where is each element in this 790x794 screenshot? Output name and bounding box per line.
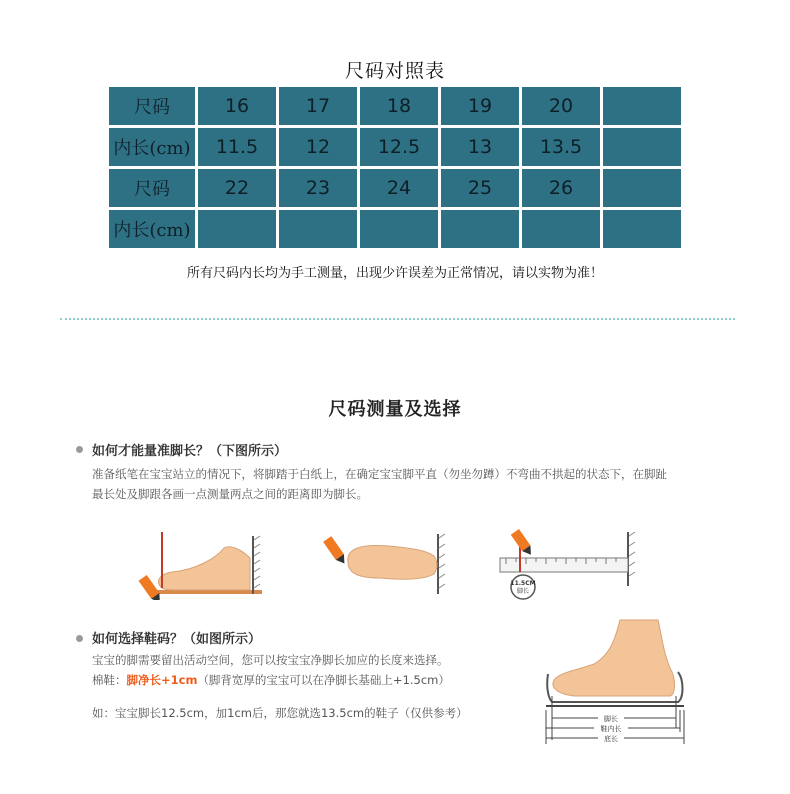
table-cell: 22 xyxy=(198,169,276,207)
table-row xyxy=(109,87,681,125)
cotton-shoe-rule xyxy=(92,670,450,690)
size-formula: 脚净长+1cm xyxy=(126,673,198,687)
bullet-icon xyxy=(76,446,83,453)
measurement-badge xyxy=(511,575,535,599)
foot-top-pencil-illustration xyxy=(318,528,450,600)
foot-side-pencil-illustration xyxy=(130,528,270,600)
badge-value: 11.5CM xyxy=(510,580,536,587)
table-row xyxy=(109,210,681,248)
bullet-icon xyxy=(76,635,83,642)
row-label: 尺码 xyxy=(109,87,195,125)
shoe-length-diagram xyxy=(538,614,690,746)
ruler-measure-illustration xyxy=(496,526,638,602)
row-label: 尺码 xyxy=(109,169,195,207)
table-cell: 23 xyxy=(279,169,357,207)
question-choose-size: 如何选择鞋码？（如图所示） xyxy=(92,632,262,647)
cotton-shoe-note: （脚背宽厚的宝宝可以在净脚长基础上+1.5cm） xyxy=(197,673,450,687)
section-divider xyxy=(60,318,735,320)
badge-word: 脚长 xyxy=(516,588,530,595)
measure-section-title: 尺码测量及选择 xyxy=(328,399,462,420)
table-cell: 26 xyxy=(522,169,600,207)
question-measure: 如何才能量准脚长？（下图所示） xyxy=(92,444,288,459)
table-cell: 16 xyxy=(198,87,276,125)
pencil-icon xyxy=(323,536,348,566)
table-cell xyxy=(603,210,681,248)
foot-shape xyxy=(553,620,675,696)
size-chart-table xyxy=(106,84,684,251)
foot-shape xyxy=(159,547,251,590)
table-cell xyxy=(603,128,681,166)
instruction-line: 准备纸笔在宝宝站立的情况下，将脚踏于白纸上，在确定宝宝脚平直（勿坐勿蹲）不弯曲不拱起的状态下，在脚趾 xyxy=(92,467,667,481)
table-row xyxy=(109,128,681,166)
table-cell: 11.5 xyxy=(198,128,276,166)
table-cell: 24 xyxy=(360,169,438,207)
table-cell: 13 xyxy=(441,128,519,166)
table-cell xyxy=(279,210,357,248)
table-cell: 12.5 xyxy=(360,128,438,166)
size-example: 如：宝宝脚长12.5cm，加1cm后，那您就选13.5cm的鞋子（仅供参考） xyxy=(92,706,468,720)
measure-instructions xyxy=(92,464,752,504)
foot-length-label: 脚长 xyxy=(604,715,618,723)
shoe-inner-length-label: 鞋内长 xyxy=(600,725,622,733)
row-label: 内长(cm) xyxy=(109,210,195,248)
pencil-icon xyxy=(511,529,535,558)
table-cell: 13.5 xyxy=(522,128,600,166)
size-chart-note: 所有尺码内长均为手工测量，出现少许误差为正常情况，请以实物为准！ xyxy=(186,266,603,281)
instruction-line: 最长处及脚跟各画一点测量两点之间的距离即为脚长。 xyxy=(92,487,368,501)
table-cell: 25 xyxy=(441,169,519,207)
table-cell xyxy=(441,210,519,248)
table-cell: 19 xyxy=(441,87,519,125)
table-cell xyxy=(603,87,681,125)
sole-length-label: 底长 xyxy=(604,735,618,743)
table-cell xyxy=(198,210,276,248)
table-cell: 17 xyxy=(279,87,357,125)
row-label: 内长(cm) xyxy=(109,128,195,166)
choose-size-line: 宝宝的脚需要留出活动空间，您可以按宝宝净脚长加应的长度来选择。 xyxy=(92,653,449,667)
cotton-shoe-label: 棉鞋： xyxy=(92,673,127,687)
table-cell: 12 xyxy=(279,128,357,166)
table-cell: 18 xyxy=(360,87,438,125)
table-cell: 20 xyxy=(522,87,600,125)
table-cell xyxy=(360,210,438,248)
table-cell xyxy=(522,210,600,248)
size-chart-title: 尺码对照表 xyxy=(344,60,445,82)
table-cell xyxy=(603,169,681,207)
foot-shape xyxy=(348,546,437,580)
paper-base xyxy=(150,590,262,594)
table-row xyxy=(109,169,681,207)
